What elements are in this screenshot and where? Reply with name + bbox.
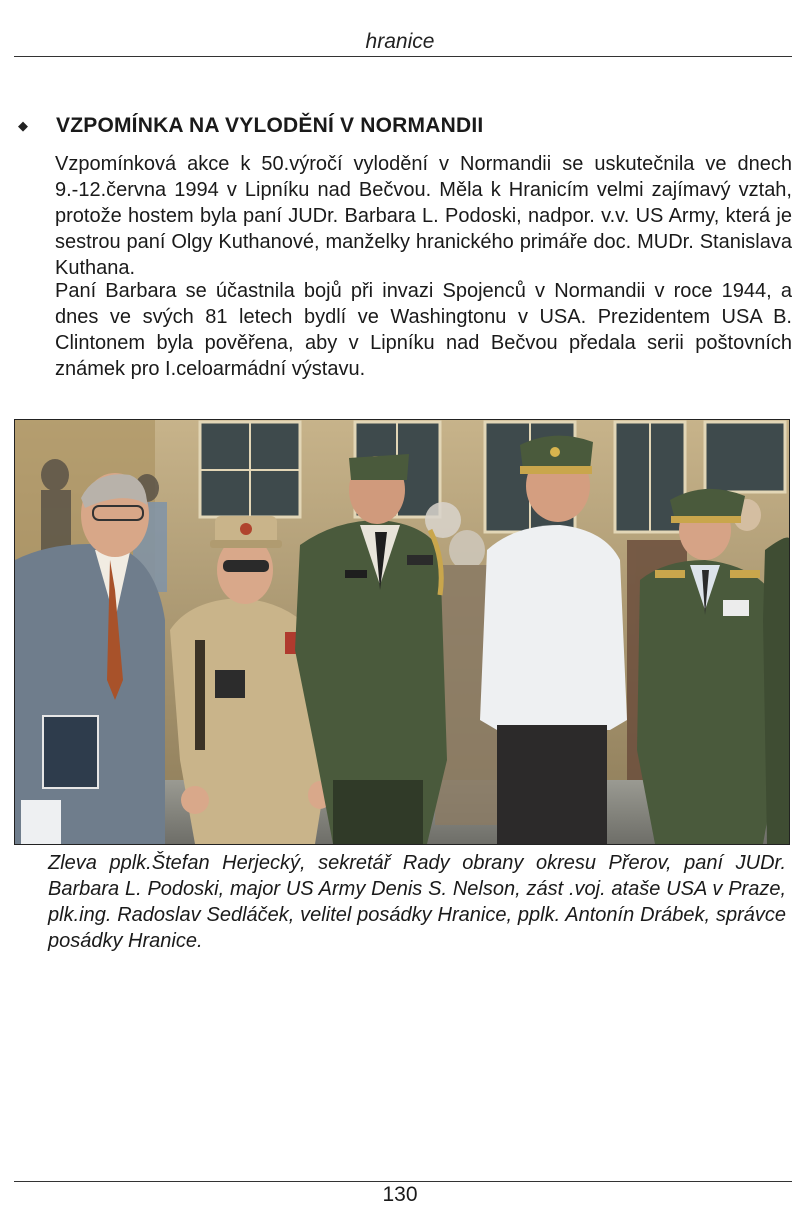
paragraph-2: Paní Barbara se účastnila bojů při invazi Spojenců v Normandii v roce 1944, a dnes ve svých 81 letech bydlí ve Washingtonu v USA. Prezidentem USA B. Clintonem byla pověřena, aby v Lipníku nad Bečvou předala serii poštovních známek pro I.celoarmádní výstavu. <box>55 280 792 380</box>
photo-caption: Zleva pplk.Štefan Herjecký, sekretář Rady obrany okresu Přerov, paní JUDr. Barbara L. Podoski, major US Army Denis S. Nelson, zást .voj. atašе USA v Praze, plk.ing. Radoslav Sedláček, velitel posádky Hranice, pplk. Antonín Drábek, správce posádky Hranice. <box>48 852 786 952</box>
group-photo <box>14 419 790 845</box>
photo-illustration <box>15 420 789 844</box>
footer-rule <box>14 1181 792 1182</box>
page-number: 130 <box>382 1183 418 1206</box>
article-title: VZPOMÍNKA NA VYLODĚNÍ V NORMANDII <box>56 114 484 137</box>
bullet-icon: ◆ <box>18 118 28 133</box>
running-title: hranice <box>365 30 435 53</box>
header-rule <box>14 56 792 57</box>
paragraph-1: Vzpomínková akce k 50.výročí vylodění v Normandii se uskutečnila ve dnech 9.-12.června 1994 v Lipníku nad Bečvou. Měla k Hranicím velmi zajímavý vztah, protože hostem byla paní JUDr. Barbara L. Podoski, nadpor. v.v. US Army, která je sestrou paní Olgy Kuthanové, manželky hranického primáře doc. MUDr. Stanislava Kuthana. <box>55 153 792 279</box>
